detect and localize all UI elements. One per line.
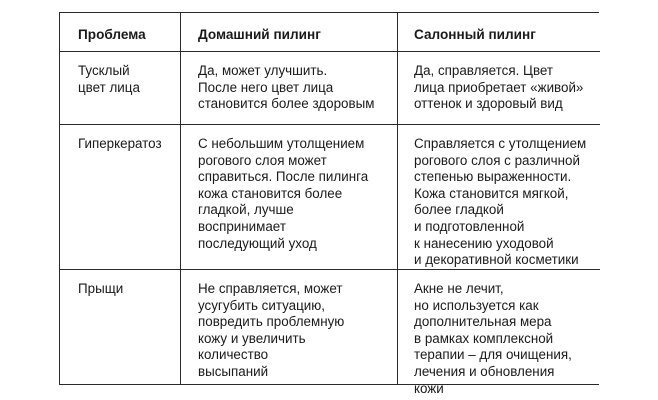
salon-peeling-cell: Справляется с утолщением рогового слоя с различной степенью выраженности. Кожа становится мягкой, более гладкой и подготовленной к нанесению уходовой и декоративной косметики bbox=[397, 125, 600, 269]
header-problem: Проблема bbox=[78, 27, 146, 42]
home-peeling-cell: Не справляется, может усугубить ситуацию, повредить проблемную кожу и увеличить количество высыпаний bbox=[180, 270, 397, 385]
home-peeling-cell: С небольшим утолщением рогового слоя может справиться. После пилинга кожа становится более гладкой, лучше воспринимает последующий уход bbox=[180, 125, 397, 269]
table-header-row bbox=[60, 13, 600, 51]
problem-cell: Гиперкератоз bbox=[78, 136, 162, 151]
problem-cell: Прыщи bbox=[78, 281, 124, 296]
table-row bbox=[60, 51, 600, 124]
comparison-table bbox=[59, 12, 599, 396]
header-salon-peeling: Салонный пилинг bbox=[397, 13, 600, 51]
salon-peeling-cell: Акне не лечит, но используется как дополнительная мера в рамках комплексной терапии – для очищения, лечения и обновления кожи bbox=[397, 270, 600, 385]
salon-peeling-cell: Да, справляется. Цвет лица приобретает «живой» оттенок и здоровый вид bbox=[397, 52, 600, 124]
table-row bbox=[60, 124, 600, 269]
home-peeling-cell: Да, может улучшить. После него цвет лица становится более здоровым bbox=[180, 52, 397, 124]
header-home-peeling: Домашний пилинг bbox=[180, 13, 397, 51]
table-row bbox=[60, 269, 600, 396]
problem-cell: Тусклый цвет лица bbox=[78, 63, 140, 95]
